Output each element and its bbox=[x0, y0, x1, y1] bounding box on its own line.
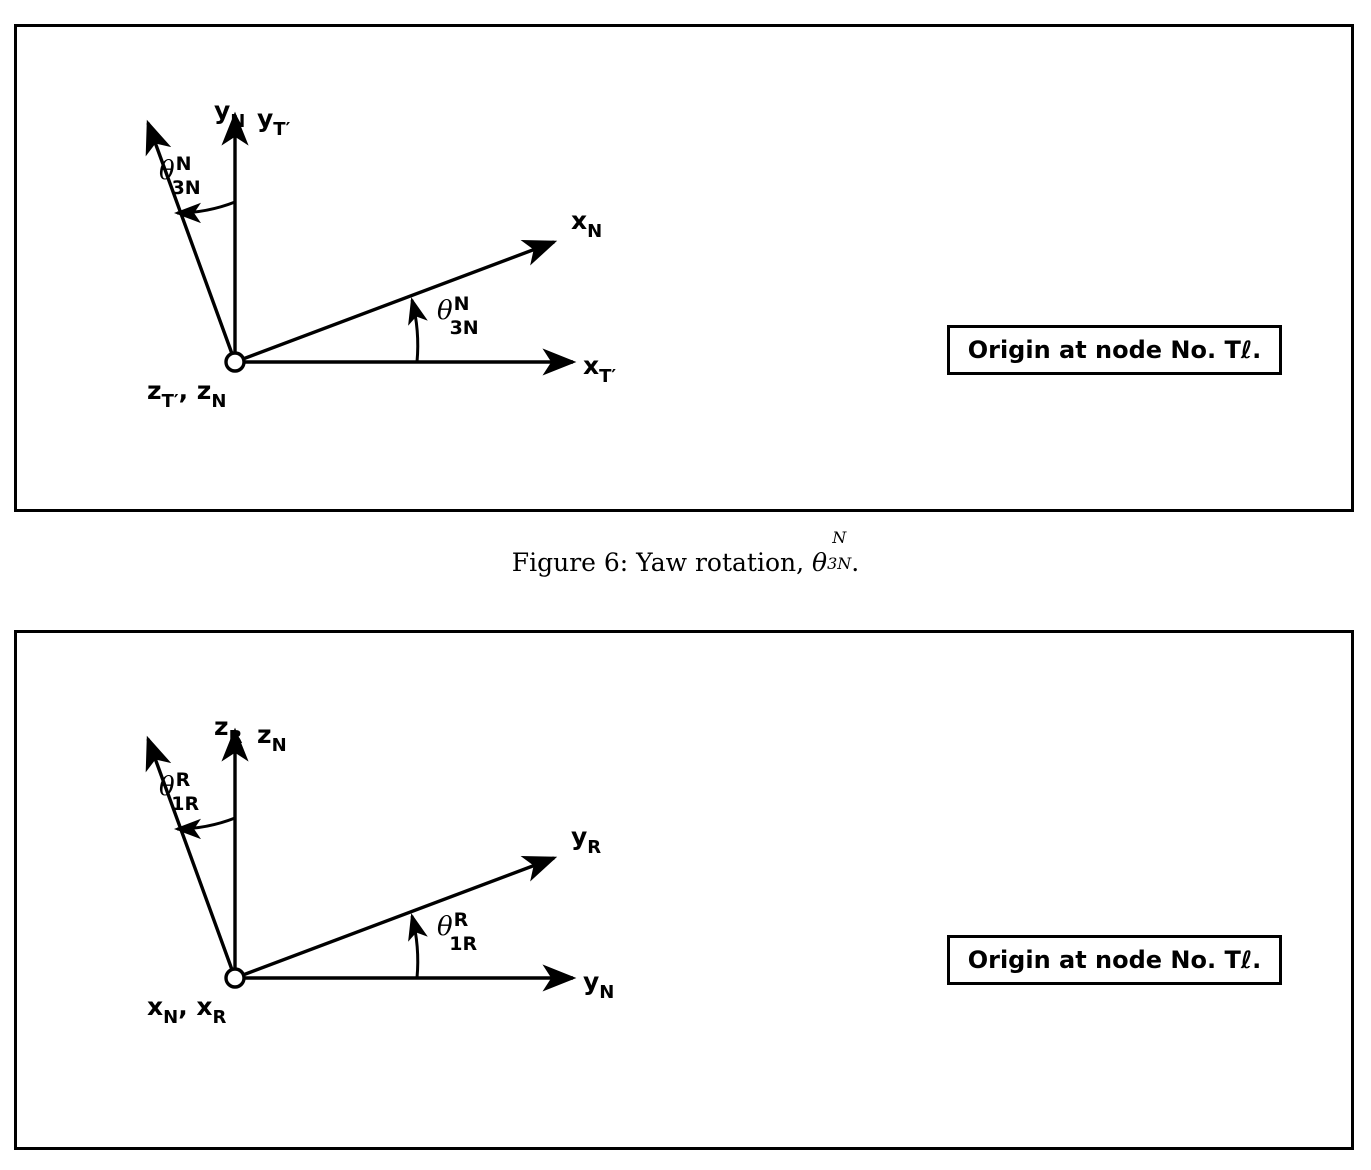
label-y-tprime: $y_{T'}$ bbox=[257, 104, 291, 140]
origin-marker bbox=[226, 353, 244, 371]
angle-arc-vertical bbox=[177, 202, 235, 213]
axis-y-r bbox=[235, 858, 554, 978]
caption-subscript: 3N bbox=[827, 554, 852, 573]
angle-arc-horizontal-2 bbox=[412, 916, 418, 978]
figure-caption-text: Figure 6: Yaw rotation, bbox=[511, 548, 805, 577]
origin-note-figure-2: Origin at node No. Tℓ. bbox=[947, 935, 1282, 985]
caption-theta: θ bbox=[812, 548, 828, 577]
label-y-n: $y_N$ bbox=[214, 96, 246, 132]
figure-caption-symbol bbox=[812, 528, 852, 577]
label-y-n-2: $y_N$ bbox=[583, 967, 615, 1003]
angle-label-vertical: $\theta^N$ 3N bbox=[159, 153, 201, 199]
caption-superscript: N bbox=[832, 528, 847, 547]
axis-x-n bbox=[235, 242, 554, 362]
label-y-r: $y_R$ bbox=[571, 822, 602, 858]
figure-1-diagram bbox=[17, 27, 1351, 509]
label-x-tprime: $x_{T'}$ bbox=[583, 351, 617, 387]
label-z-r: $z_R$ bbox=[214, 712, 243, 748]
label-x-n: $x_N$ bbox=[571, 206, 603, 242]
figure-1-frame bbox=[14, 24, 1354, 512]
angle-arc-horizontal bbox=[412, 300, 418, 362]
figure-1-caption bbox=[0, 528, 1371, 577]
figure-2-diagram bbox=[17, 633, 1351, 1147]
label-z-n: $z_N$ bbox=[257, 720, 287, 756]
origin-note-figure-1: Origin at node No. Tℓ. bbox=[947, 325, 1282, 375]
label-origin-axes-2: $x_N$, $x_R$ bbox=[147, 992, 227, 1028]
angle-label-vertical-2: $\theta^R$ 1R bbox=[159, 769, 200, 815]
origin-marker-2 bbox=[226, 969, 244, 987]
angle-label-horizontal: $\theta^N$ 3N bbox=[437, 293, 479, 339]
figure-2-frame bbox=[14, 630, 1354, 1150]
label-origin-axes: $z_{T'}$, $z_N$ bbox=[147, 376, 227, 412]
angle-label-horizontal-2: $\theta^R$ 1R bbox=[437, 909, 478, 955]
caption-period: . bbox=[851, 548, 860, 577]
angle-arc-vertical-2 bbox=[177, 818, 235, 829]
